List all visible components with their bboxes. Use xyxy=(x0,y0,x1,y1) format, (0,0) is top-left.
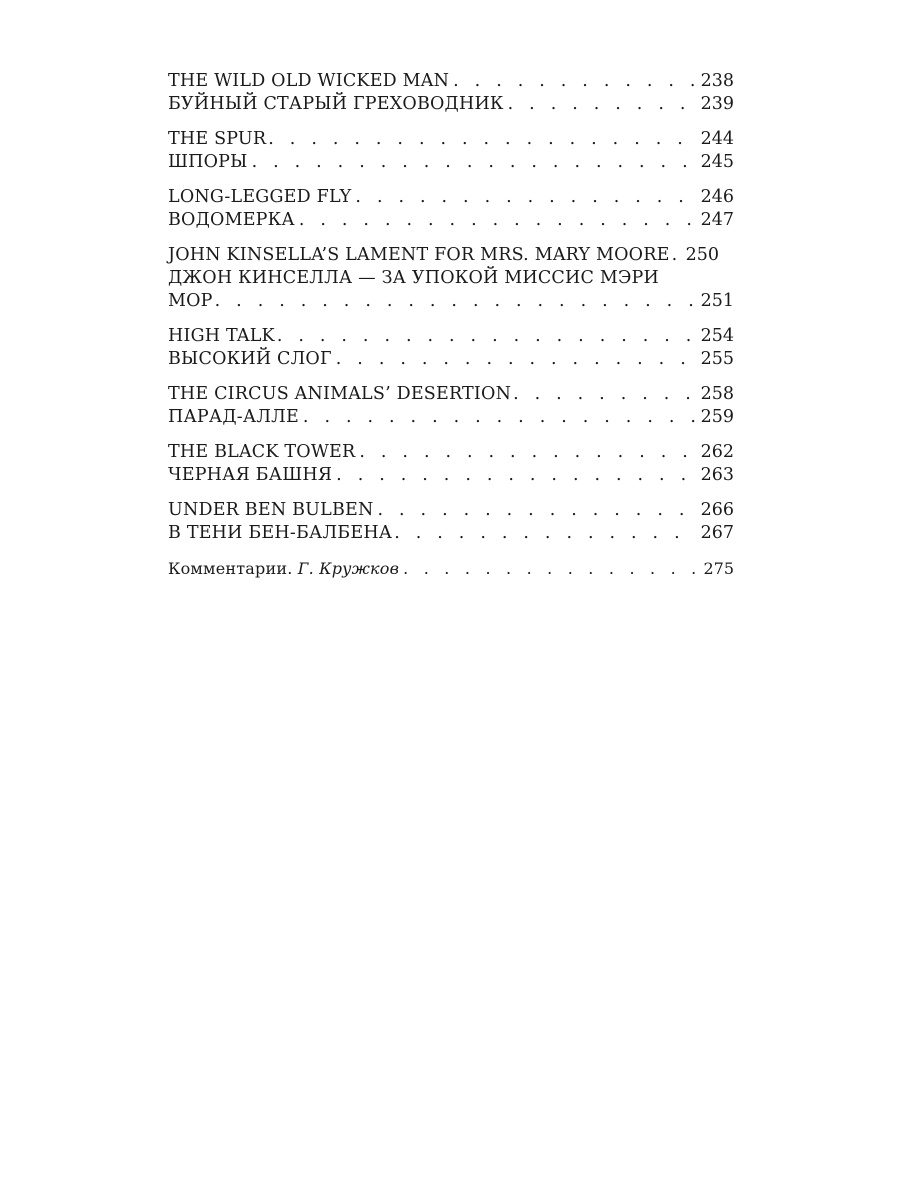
dot-leader xyxy=(268,128,696,151)
toc-title: В ТЕНИ БЕН-БАЛБЕНА xyxy=(168,523,393,543)
toc-entry-comments xyxy=(168,557,734,580)
toc-title xyxy=(168,557,399,580)
toc-entry-high-talk xyxy=(168,325,734,371)
toc-title: ЧЕРНАЯ БАШНЯ xyxy=(168,465,333,485)
toc-line-en[interactable] xyxy=(168,325,734,348)
toc-page-number: 246 xyxy=(700,187,734,207)
toc-line-ru-first[interactable]: ДЖОН КИНСЕЛЛА — ЗА УПОКОЙ МИССИС МЭРИ xyxy=(168,268,659,288)
toc-page-number: 239 xyxy=(700,94,734,114)
toc-page-number: 250 xyxy=(685,245,719,265)
toc-entry-under-ben-bulben xyxy=(168,499,734,545)
dot-leader xyxy=(394,522,696,545)
toc-title: UNDER BEN BULBEN xyxy=(168,500,374,520)
dot-leader xyxy=(336,348,697,371)
toc-entry-black-tower xyxy=(168,441,734,487)
toc-title: THE CIRCUS ANIMALS’ DESERTION xyxy=(168,384,512,404)
toc-line-ru[interactable] xyxy=(168,290,734,313)
toc-line-ru[interactable] xyxy=(168,406,734,429)
dot-leader xyxy=(403,557,699,580)
toc-line-en[interactable] xyxy=(168,128,734,151)
toc-page-number: 244 xyxy=(700,129,734,149)
toc-line-ru[interactable] xyxy=(168,522,734,545)
toc-line-en[interactable] xyxy=(168,499,734,522)
dot-leader xyxy=(513,383,697,406)
toc-title: ВЫСОКИЙ СЛОГ xyxy=(168,349,332,369)
toc-title: LONG-LEGGED FLY xyxy=(168,187,352,207)
dot-leader xyxy=(215,290,697,313)
toc-page-number: 267 xyxy=(700,523,734,543)
toc-title: МОР xyxy=(168,291,213,311)
toc-page-number: 245 xyxy=(700,152,734,172)
dot-leader xyxy=(336,464,696,487)
toc-page-number: 247 xyxy=(700,210,734,230)
toc-title: БУЙНЫЙ СТАРЫЙ ГРЕХОВОДНИК xyxy=(168,94,504,114)
toc-page-number: 238 xyxy=(700,71,734,91)
toc-line-en[interactable] xyxy=(168,441,734,464)
dot-leader xyxy=(355,186,696,209)
toc-page-number: 251 xyxy=(700,291,734,311)
toc-page-number: 275 xyxy=(703,559,734,578)
toc-page-number: 262 xyxy=(700,442,734,462)
toc-title: JOHN KINSELLA’S LAMENT FOR MRS. MARY MOORE xyxy=(168,245,670,265)
toc-entry-john-kinsella xyxy=(168,244,734,313)
toc-title: THE SPUR xyxy=(168,129,267,149)
toc-entry-spur xyxy=(168,128,734,174)
toc-page-number: 266 xyxy=(700,500,734,520)
dot-leader xyxy=(378,499,697,522)
dot-leader xyxy=(277,325,697,348)
toc-title: HIGH TALK xyxy=(168,326,275,346)
dot-leader xyxy=(299,209,697,232)
toc-line-ru[interactable] xyxy=(168,93,734,116)
toc-title: ШПОРЫ xyxy=(168,152,248,172)
toc-line-ru[interactable] xyxy=(168,209,734,232)
toc-line-en[interactable] xyxy=(168,244,734,267)
toc-line-ru[interactable] xyxy=(168,348,734,371)
dot-leader xyxy=(303,406,697,429)
toc-page-number: 258 xyxy=(700,384,734,404)
toc-page-number: 259 xyxy=(700,407,734,427)
toc-line-en[interactable] xyxy=(168,383,734,406)
dot-leader xyxy=(508,93,697,116)
toc-line-en[interactable] xyxy=(168,70,734,93)
toc-page-number: 263 xyxy=(700,465,734,485)
comments-author: Г. Кружков xyxy=(297,559,400,578)
dot-leader xyxy=(359,441,696,464)
toc-title: THE BLACK TOWER xyxy=(168,442,356,462)
dot-leader xyxy=(672,244,682,267)
dot-leader xyxy=(252,151,697,174)
table-of-contents xyxy=(168,70,734,580)
toc-entry-circus-animals xyxy=(168,383,734,429)
toc-title: ПАРАД-АЛЛЕ xyxy=(168,407,299,427)
toc-title: ВОДОМЕРКА xyxy=(168,210,295,230)
toc-line-comments[interactable] xyxy=(168,557,734,580)
toc-line-ru[interactable] xyxy=(168,151,734,174)
toc-line-en[interactable] xyxy=(168,186,734,209)
toc-entry-wild-old-wicked-man xyxy=(168,70,734,116)
toc-line-ru[interactable] xyxy=(168,464,734,487)
toc-page-number: 254 xyxy=(700,326,734,346)
toc-page-number: 255 xyxy=(700,349,734,369)
comments-label: Комментарии. xyxy=(168,559,293,578)
toc-entry-long-legged-fly xyxy=(168,186,734,232)
toc-title: THE WILD OLD WICKED MAN xyxy=(168,71,450,91)
dot-leader xyxy=(453,70,696,93)
